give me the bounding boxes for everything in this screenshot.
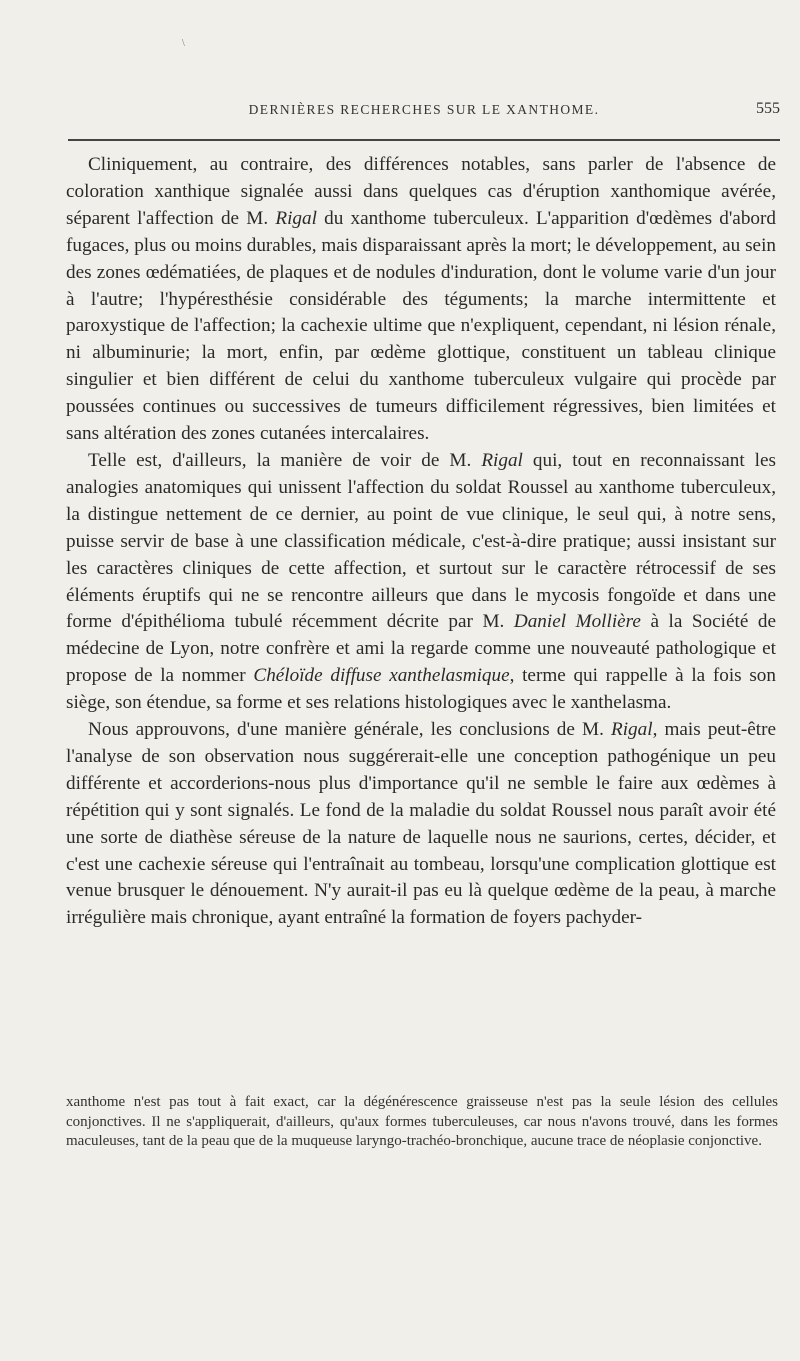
text-run: Telle est, d'ailleurs, la manière de voir de M. [88,449,482,471]
paragraph-1 [66,152,776,448]
text-run: qui, tout en reconnaissant les analogies anatomiques qui unissent l'affection du soldat Roussel au xanthome tuberculeux, la distingue nettement de ce dernier, au point de vue clinique, le seul qui, à notre sens, puisse servir de base à une classification médicale, c'est-à-dire pratique; aussi insistant sur les caractères cliniques de cette affection, et surtout sur le caractère rétrocessif de ses éléments éruptifs qui ne se rencontre ailleurs que dans le mycosis fongoïde et dans une forme d'épithélioma tubulé récemment décrite par M. [66,449,777,633]
text-run: Nous approuvons, d'une manière générale, les conclusions de M. [88,719,611,741]
header-rule [68,139,780,141]
italic-name: Chéloïde diffuse xanthelasmique [253,665,510,687]
page-number: 555 [756,100,780,117]
running-title: DERNIÈRES RECHERCHES SUR LE XANTHOME. [248,102,600,117]
footnote [66,1093,778,1152]
italic-name: Rigal [275,207,317,229]
text-run: Cliniquement, au contraire, des différences notables, sans parler de l'absence de coloration xanthique signalée aussi dans quelques cas d'éruption xanthomique avérée, séparent l'affection de M. [66,154,776,229]
page-header [68,98,780,124]
body-text [66,152,776,932]
text-run: à la Société de médecine de Lyon, notre confrère et ami la regarde comme une nouveauté pathologique et propose de la nommer [66,611,776,687]
paragraph-2 [66,448,776,717]
italic-name: Daniel Mollière [513,611,641,633]
text-run: , mais peut-être l'analyse de son observation nous suggérerait-elle une conception pathogénique un peu différente et accorderions-nous plus d'importance qu'il ne semble le faire aux œdèmes à répétition qui y sont signalés. Le fond de la maladie du soldat Roussel nous paraît avoir été une sorte de diathèse séreuse de la nature de laquelle nous ne saurions, certes, décider, et c'est une cachexie séreuse qui l'entraînait au tombeau, lorsqu'une complication glottique est venue brusquer le dénouement. N'y aurait-il pas eu là quelque œdème de la peau, à marche irrégulière mais chronique, ayant entraîné la formation de foyers pachyder- [66,719,777,929]
text-run: , terme qui rappelle à la fois son siège, son étendue, sa forme et ses relations histologiques avec le xanthelasma. [66,665,776,714]
footnote-text: xanthome n'est pas tout à fait exact, car la dégénérescence graisseuse n'est pas la seule lésion des cellules conjonctives. Il ne s'appliquerait, d'ailleurs, qu'aux formes tuberculeuses, car nous n'avons trouvé, dans les formes maculeuses, tant de la peau que de la muqueuse laryngo-trachéo-bronchique, aucune trace de néoplasie conjonctive. [66,1094,778,1150]
stray-ink-mark: \ [182,38,185,49]
italic-name: Rigal [611,719,653,741]
italic-name: Rigal [481,449,523,471]
text-run: du xanthome tuberculeux. L'apparition d'œdèmes d'abord fugaces, plus ou moins durables, mais disparaissant après la mort; le développement, au sein des zones œdématiées, de plaques et de nodules d'induration, dont le volume varie d'un jour à l'autre; l'hypéresthésie considérable des téguments; la marche intermittente et paroxystique de l'affection; la cachexie ultime que n'expliquent, cependant, ni lésion rénale, ni albuminurie; la mort, enfin, par œdème glottique, constituent un tableau clinique singulier et bien différent de celui du xanthome tuberculeux vulgaire qui procède par poussées continues ou successives de tumeurs difficilement régressives, bien limitées et sans altération des zones cutanées intercalaires. [66,207,776,445]
paragraph-3 [66,717,776,932]
